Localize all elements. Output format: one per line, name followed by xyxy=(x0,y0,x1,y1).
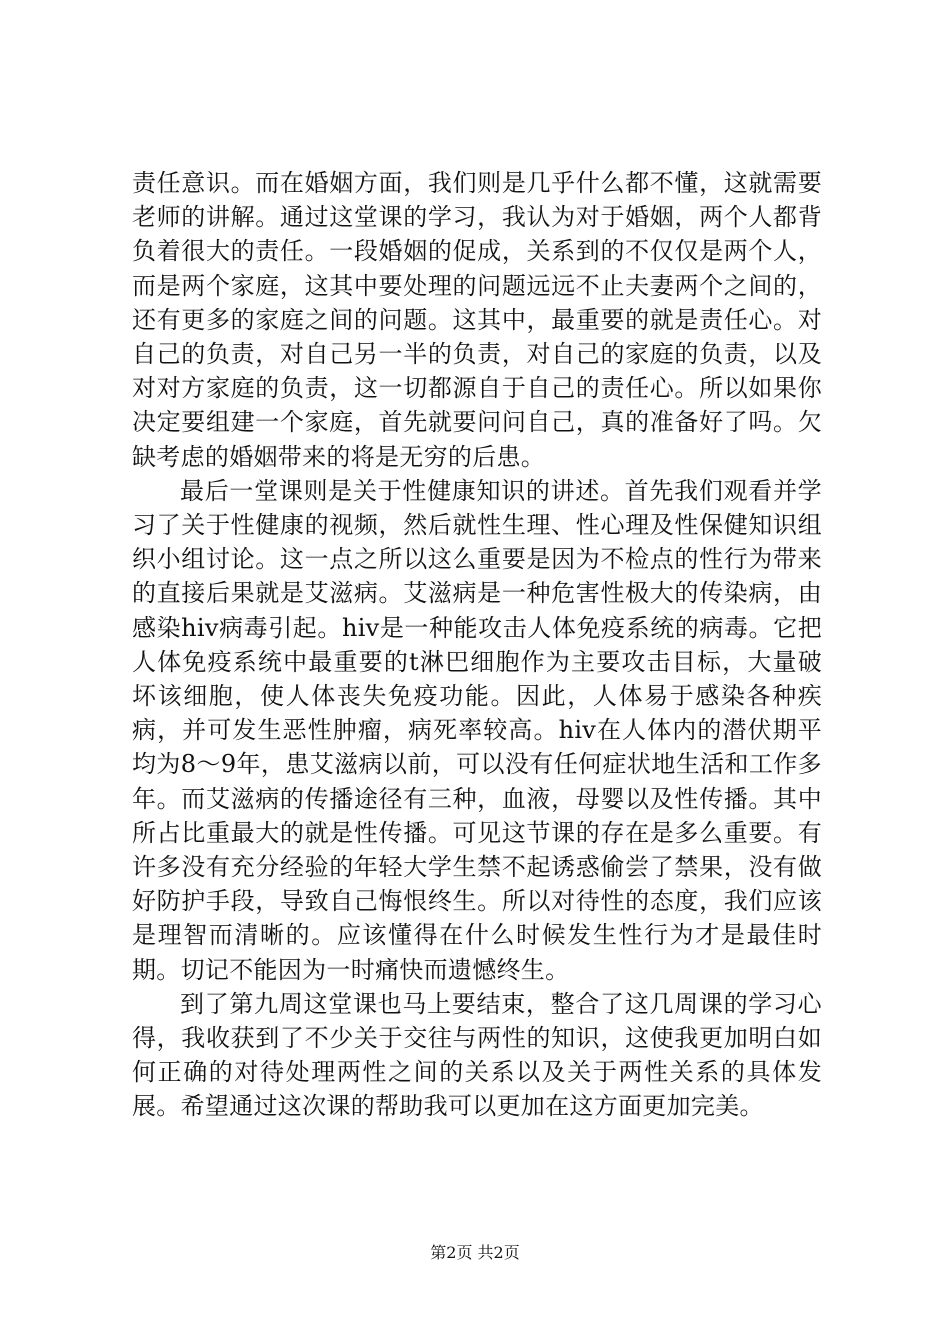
document-body xyxy=(132,166,822,1124)
paragraph-conclusion: 到了第九周这堂课也马上要结束，整合了这几周课的学习心得，我收获到了不少关于交往与两性的知识，这使我更加明白如何正确的对待处理两性之间的关系以及关于两性关系的具体发展。希望通过这次课的帮助我可以更加在这方面更加完美。 xyxy=(132,989,822,1121)
paragraph-sexual-health: 最后一堂课则是关于性健康知识的讲述。首先我们观看并学习了关于性健康的视频，然后就性生理、性心理及性保健知识组织小组讨论。这一点之所以这么重要是因为不检点的性行为带来的直接后果就是艾滋病。艾滋病是一种危害性极大的传染病，由感染hiv病毒引起。hiv是一种能攻击人体免疫系统的病毒。它把人体免疫系统中最重要的t淋巴细胞作为主要攻击目标，大量破坏该细胞，使人体丧失免疫功能。因此，人体易于感染各种疾病，并可发生恶性肿瘤，病死率较高。hiv在人体内的潜伏期平均为8～9年，患艾滋病以前，可以没有任何症状地生活和工作多年。而艾滋病的传播途径有三种，血液，母婴以及性传播。其中所占比重最大的就是性传播。可见这节课的存在是多么重要。有许多没有充分经验的年轻大学生禁不起诱惑偷尝了禁果，没有做好防护手段，导致自己悔恨终生。所以对待性的态度，我们应该是理智而清晰的。应该懂得在什么时候发生性行为才是最佳时期。切记不能因为一时痛快而遗憾终生。 xyxy=(132,476,822,984)
page-footer: 第2页 共2页 xyxy=(430,1243,520,1262)
paragraph-marriage-responsibility: 责任意识。而在婚姻方面，我们则是几乎什么都不懂，这就需要老师的讲解。通过这堂课的学习，我认为对于婚姻，两个人都背负着很大的责任。一段婚姻的促成，关系到的不仅仅是两个人，而是两个家庭，这其中要处理的问题远远不止夫妻两个之间的，还有更多的家庭之间的问题。这其中，最重要的就是责任心。对自己的负责，对自己另一半的负责，对自己的家庭的负责，以及对对方家庭的负责，这一切都源自于自己的责任心。所以如果你决定要组建一个家庭，首先就要问问自己，真的准备好了吗。欠缺考虑的婚姻带来的将是无穷的后患。 xyxy=(132,169,822,471)
